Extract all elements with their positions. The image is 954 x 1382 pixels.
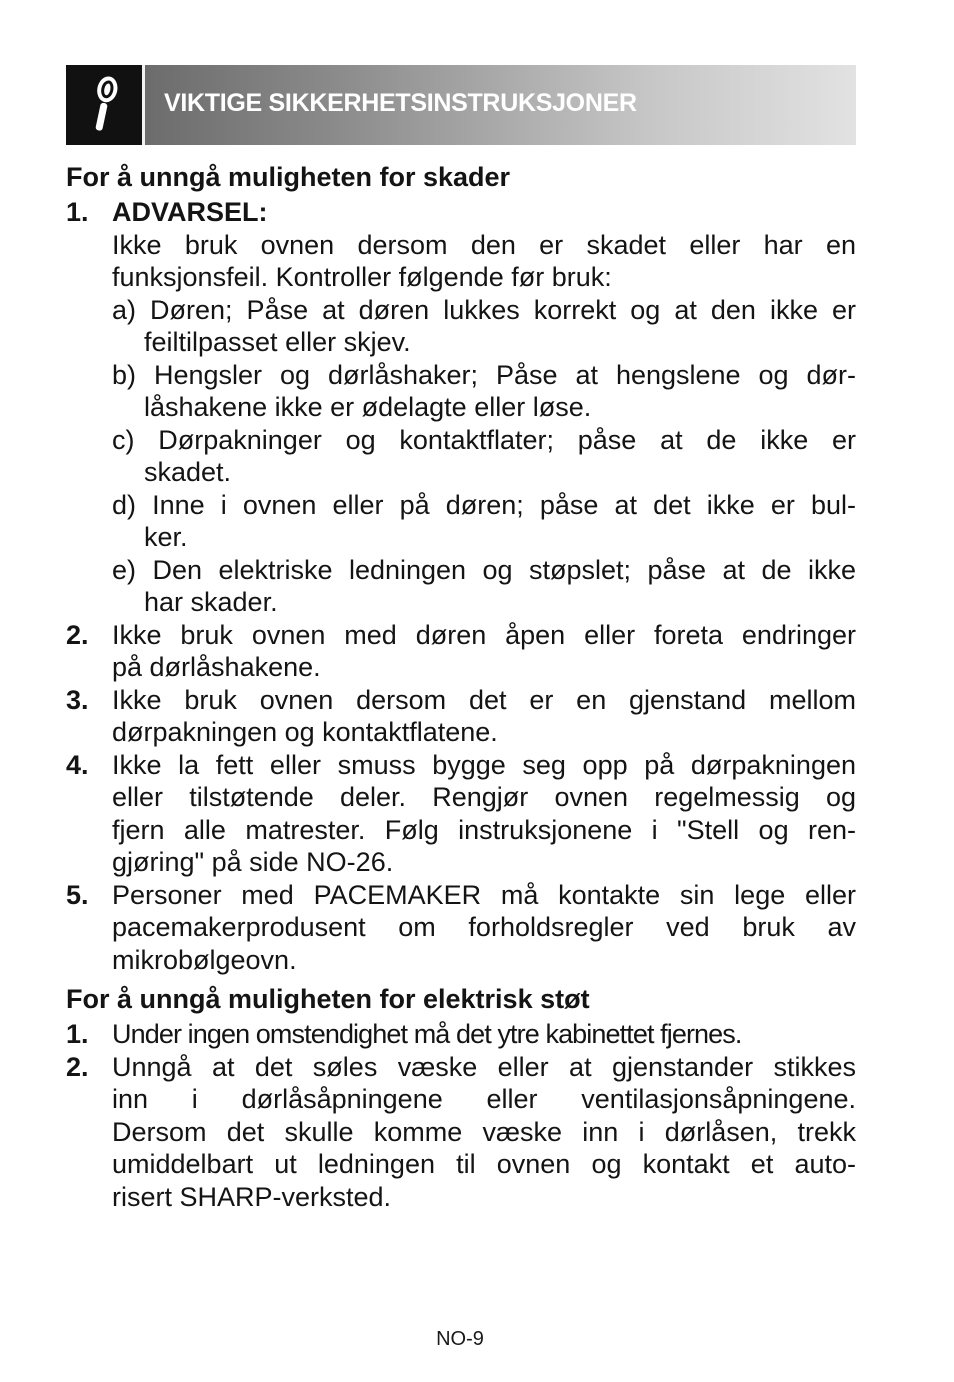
list-item-text-line: Ikke la fett eller smuss bygge seg opp på dørpakningen bbox=[112, 749, 856, 780]
section-banner bbox=[66, 65, 856, 145]
list-item-text-line: Dersom det skulle komme væske inn i dørlåsen, trekk bbox=[112, 1116, 856, 1147]
list-item-text-line: mikrobølgeovn. bbox=[112, 944, 297, 975]
list-item-text-line: dørpakningen og kontaktflatene. bbox=[112, 717, 498, 747]
subitem-line: c) Dørpakninger og kontaktflater; påse at de ikke er bbox=[112, 424, 856, 455]
subitem-line: d) Inne i ovnen eller på døren; påse at det ikke er bul- bbox=[112, 489, 856, 520]
list-item-3 bbox=[66, 684, 856, 717]
list-item-4 bbox=[66, 749, 856, 782]
list-item-text-line: eller tilstøtende deler. Rengjør ovnen regelmessig og bbox=[112, 782, 856, 812]
list-item-2 bbox=[66, 619, 856, 652]
warning-exclamation-icon bbox=[84, 73, 124, 137]
safety-instructions bbox=[66, 160, 856, 1213]
list-item-text-line: Unngå at det søles væske eller at gjenstander stikkes bbox=[112, 1051, 856, 1082]
banner-title: VIKTIGE SIKKERHETSINSTRUKSJONER bbox=[164, 89, 637, 117]
list-number: 2. bbox=[66, 619, 89, 650]
subitem-line: a) Døren; Påse at døren lukkes korrekt og at den ikke er bbox=[112, 294, 856, 325]
list-number: 1. bbox=[66, 1019, 89, 1049]
list-item-text-line: fjern alle matrester. Følg instruksjonene i "Stell og ren- bbox=[112, 814, 856, 845]
list-item-text-line: Ikke bruk ovnen med døren åpen eller foreta endringer bbox=[112, 619, 856, 650]
subitem-line: låshakene ikke er ødelagte eller løse. bbox=[144, 392, 592, 422]
list-number: 2. bbox=[66, 1051, 89, 1082]
list-item-text-line: Ikke bruk ovnen dersom det er en gjenstand mellom bbox=[112, 684, 856, 715]
list-item-text-line: Ikke bruk ovnen dersom den er skadet eller har en bbox=[112, 229, 856, 260]
section-heading-injury: For å unngå muligheten for skader bbox=[66, 162, 511, 192]
list-item-5 bbox=[66, 879, 856, 912]
list-item-text-line: funksjonsfeil. Kontroller følgende før bruk: bbox=[112, 262, 612, 292]
subitem-line: feiltilpasset eller skjev. bbox=[144, 327, 411, 357]
subitem-line: ker. bbox=[144, 522, 188, 552]
list-item-2 bbox=[66, 1051, 856, 1084]
list-item-text-line: pacemakerprodusent om forholdsregler ved bruk av bbox=[112, 912, 856, 942]
list-item-text-line: på dørlåshakene. bbox=[112, 652, 321, 682]
list-item-text-line: gjøring" på side NO-26. bbox=[112, 847, 394, 877]
warning-label: ADVARSEL: bbox=[112, 197, 268, 227]
list-item-text-line: Under ingen omstendighet må det ytre kabinettet fjernes. bbox=[112, 1019, 742, 1049]
subitem-line: e) Den elektriske ledningen og støpslet; påse at de ikke bbox=[112, 554, 856, 585]
list-item-1 bbox=[66, 1018, 856, 1051]
list-item-text-line: umiddelbart ut ledningen til ovnen og kontakt et auto- bbox=[112, 1149, 856, 1179]
list-number: 1. bbox=[66, 197, 89, 227]
banner-icon-box bbox=[66, 65, 145, 145]
subitem-line: har skader. bbox=[144, 587, 278, 617]
subitem-line: b) Hengsler og dørlåshaker; Påse at hengslene og dør- bbox=[112, 359, 856, 390]
list-item-1-title bbox=[66, 196, 856, 229]
section-heading-electric-shock: For å unngå muligheten for elektrisk støt bbox=[66, 984, 590, 1014]
list-item-text-line: Personer med PACEMAKER må kontakte sin lege eller bbox=[112, 879, 856, 910]
list-item-text-line: risert SHARP-verksted. bbox=[112, 1181, 392, 1212]
list-item-text-line: inn i dørlåsåpningene eller ventilasjonsåpningene. bbox=[112, 1084, 856, 1114]
subitem-line: skadet. bbox=[144, 457, 232, 487]
list-number: 5. bbox=[66, 879, 89, 910]
list-number: 4. bbox=[66, 749, 89, 780]
list-number: 3. bbox=[66, 684, 89, 715]
page-number: NO-9 bbox=[436, 1328, 484, 1350]
